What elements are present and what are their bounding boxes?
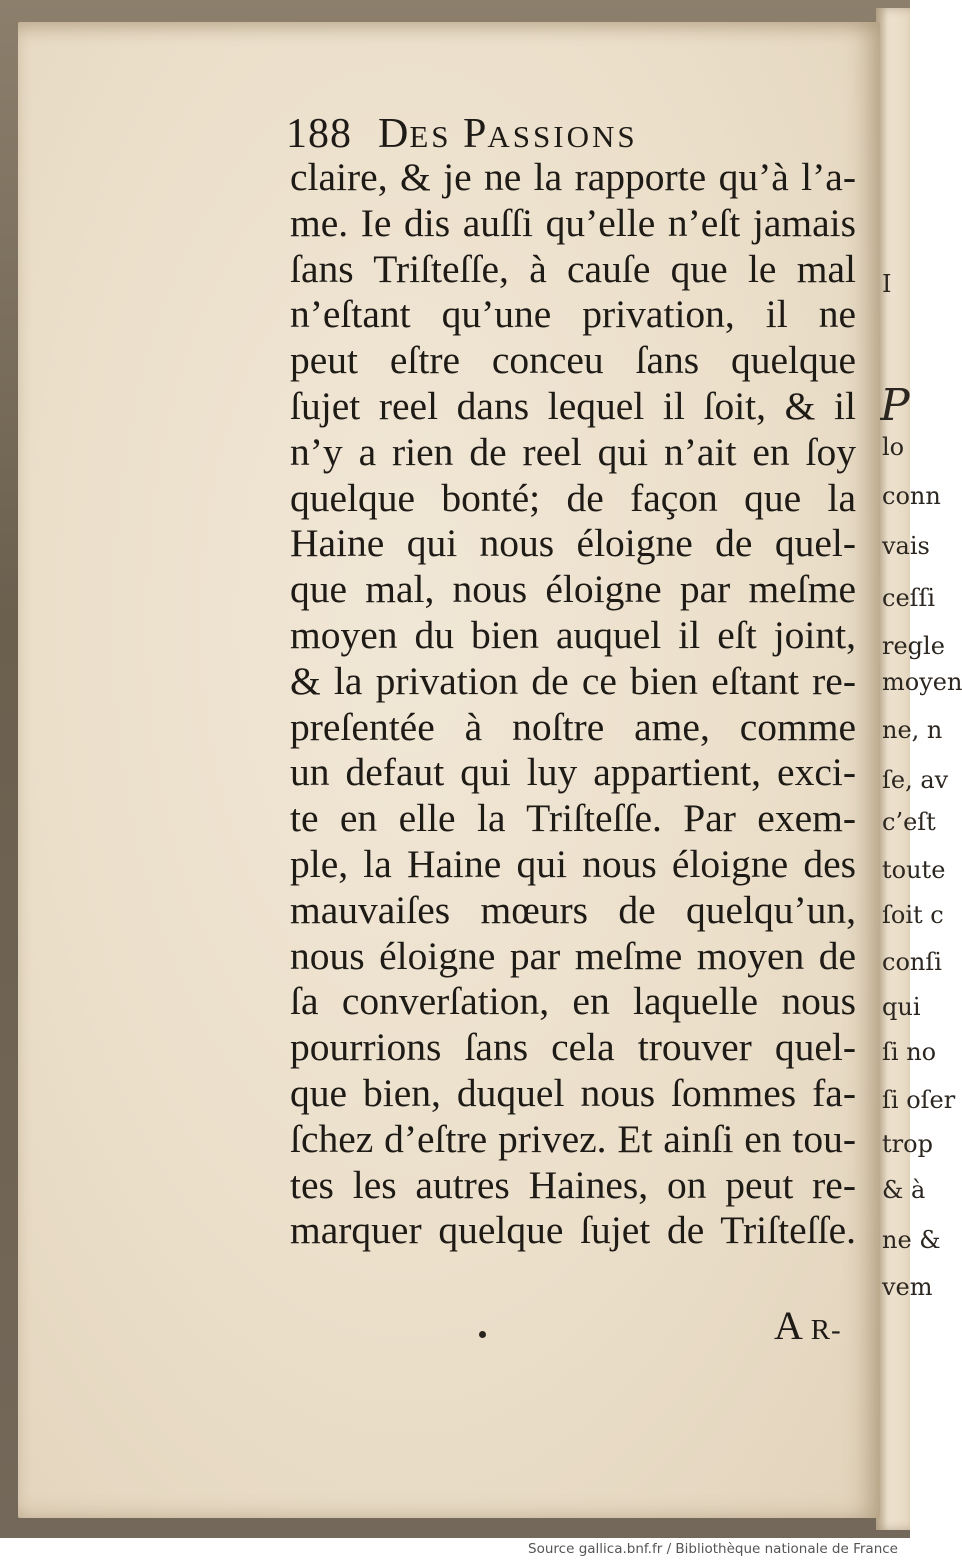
text-line: Haine qui nous éloigne de quel-: [290, 521, 856, 566]
facing-page-fragment: conn: [882, 482, 941, 510]
facing-page-fragment: ſi no: [882, 1038, 937, 1066]
text-line: quelque bonté; de façon que la: [290, 475, 856, 520]
header-initial-1: D: [378, 111, 410, 157]
header-word-1: ES: [409, 119, 452, 154]
text-line: claire, & je ne la rapporte qu’à l’a-: [290, 155, 856, 199]
facing-page-fragment: & à: [882, 1176, 926, 1204]
facing-page-fragment: ſe, av: [882, 766, 949, 794]
text-line: ſa converſation, en laquelle nous: [290, 979, 856, 1024]
facing-page-fragment: moyen: [882, 668, 962, 696]
text-line: & la privation de ce bien eſtant re-: [290, 658, 856, 703]
facing-page-fragment: qui: [882, 993, 921, 1021]
text-line: ſans Triſteſſe, à cauſe que le mal: [290, 246, 856, 291]
facing-page-fragment: toute: [882, 856, 946, 884]
text-line: nous éloigne par meſme moyen de: [290, 933, 856, 978]
catchword-initial: A: [774, 1303, 801, 1348]
facing-page-fragment: vem: [882, 1273, 933, 1301]
page-body-text: [290, 155, 856, 1254]
text-line: ſujet reel dans lequel il ſoit, & il: [290, 383, 856, 428]
text-line: mauvaiſes mœurs de quelqu’un,: [290, 887, 856, 932]
text-line: n’eſtant qu’une privation, il ne: [290, 292, 856, 337]
facing-page-edge: [876, 8, 962, 1530]
running-header: [286, 110, 638, 158]
ink-dot: [479, 1331, 486, 1338]
text-line: peut eſtre conceu ſans quelque: [290, 338, 856, 383]
catchword-rest: R-: [810, 1314, 842, 1346]
facing-page-fragment: c’eſt: [882, 808, 936, 836]
facing-page-fragment: P: [880, 380, 910, 431]
facing-page-fragment: trop: [882, 1130, 933, 1158]
facing-page-fragment: lo: [882, 433, 905, 461]
text-line: tes les autres Haines, on peut re-: [290, 1162, 856, 1207]
text-line: marquer quelque ſujet de Triſteſſe.: [290, 1208, 856, 1253]
text-line: me. Ie dis auſſi qu’elle n’eſt jamais: [290, 200, 856, 245]
facing-page-fragment: ſi oſer: [882, 1086, 956, 1114]
catchword: [774, 1302, 842, 1349]
text-line: moyen du bien auquel il eſt joint,: [290, 612, 856, 657]
source-credit: Source gallica.bnf.fr / Bibliothèque nationale de France: [528, 1541, 898, 1557]
text-line: pourrions ſans cela trouver quel-: [290, 1025, 856, 1070]
facing-page-fragment: ſoit c: [882, 901, 944, 929]
facing-page-fragment: conſi: [882, 948, 942, 976]
header-initial-2: P: [463, 111, 488, 157]
text-line: que bien, duquel nous ſommes fa-: [290, 1070, 856, 1115]
text-line: te en elle la Triſteſſe. Par exem-: [290, 796, 856, 841]
header-word-2: ASSIONS: [487, 119, 638, 154]
facing-page-fragment: ne, n: [882, 716, 943, 744]
text-line: un defaut qui luy appartient, exci-: [290, 750, 856, 795]
facing-page-fragment: I: [882, 270, 892, 298]
text-line: n’y a rien de reel qui n’ait en ſoy: [290, 429, 856, 474]
facing-page-fragment: ceſſi: [882, 584, 936, 612]
text-line: ple, la Haine qui nous éloigne des: [290, 841, 856, 886]
facing-page-fragment: ne &: [882, 1226, 941, 1254]
page-number: 188: [286, 111, 352, 157]
text-line: que mal, nous éloigne par meſme: [290, 567, 856, 612]
facing-page-fragment: vais: [882, 532, 930, 560]
facing-page-fragment: regle: [882, 632, 945, 660]
text-line: ſchez d’eſtre privez. Et ainſi en tou-: [290, 1116, 856, 1161]
text-line: preſentée à noſtre ame, comme: [290, 704, 856, 749]
